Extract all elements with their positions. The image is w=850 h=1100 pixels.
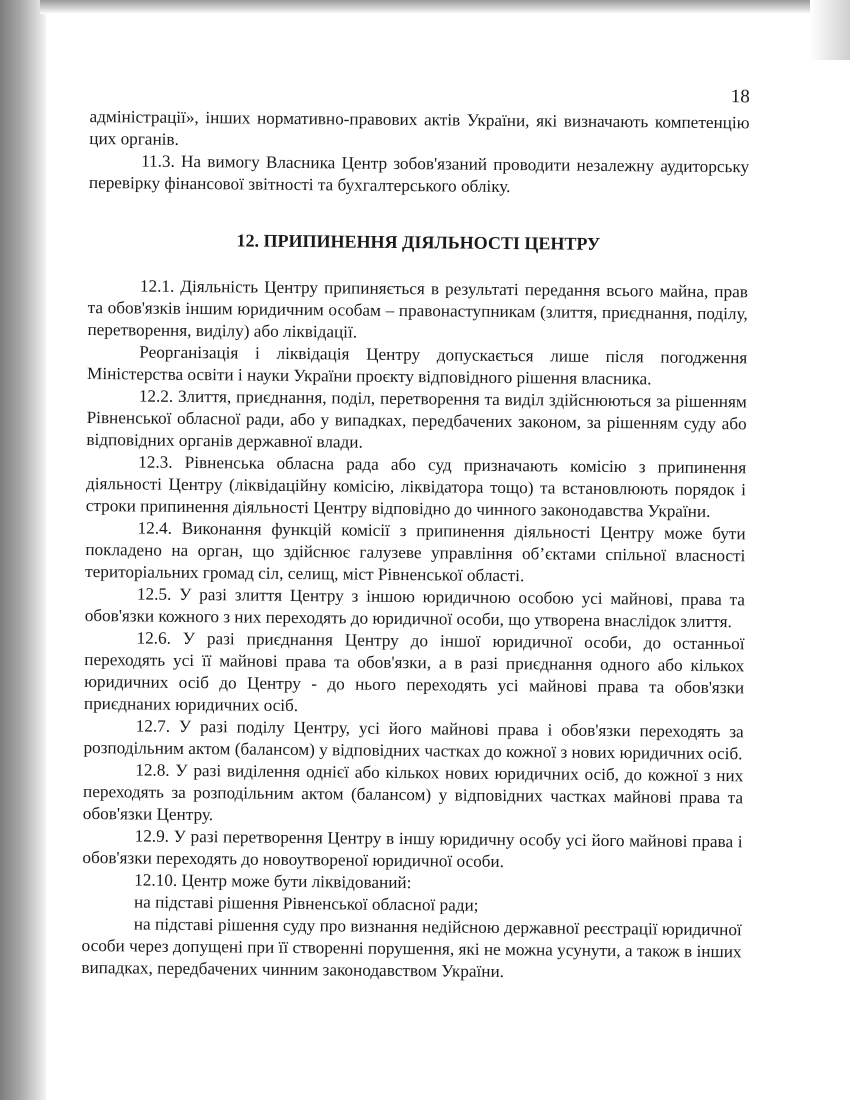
scan-shadow-right xyxy=(810,0,850,60)
paragraph-12-9: 12.9. У разі перетворення Центру в іншу юридичну особу усі його майнові права і обов'язки переходять до новоутвореної юридичної особи. xyxy=(82,826,743,872)
paragraph-12-10-item-2: на підставі рішення суду про визнання недійсною державної реєстрації юридичної особи через допущені при її створенні порушення, які не можна усунути, а також в інших випадках, передбачених чинним законодавством України. xyxy=(81,914,742,982)
paragraph-12-8: 12.8. У разі виділення однієї або кількох нових юридичних осіб, до кожної з них переходять за розподільним актом (балансом) у відповідних частках майнові права та обов'язки Центру. xyxy=(82,760,744,825)
paragraph-12-3: 12.3. Рівненська обласна рада або суд призначають комісію з припинення діяльності Центру (ліквідаційну комісію, ліквідатора тощо) та встановлюють порядок і строки припинення діяльності Центру відповідно до чинного законодавства України. xyxy=(85,452,747,521)
paragraph-12-1: 12.1. Діяльність Центру припиняється в результаті передання всього майна, прав та обов'язків іншим юридичним особам – правонаступникам (злиття, приєднання, поділу, перетворення, виділу) або ліквідації. xyxy=(87,276,748,342)
paragraph-12-10: 12.10. Центр може бути ліквідований: xyxy=(134,870,412,893)
paragraph-12-10-item-1: на підставі рішення Рівненської обласної ради; xyxy=(133,892,479,915)
paragraph-12-6: 12.6. У разі приєднання Центру до іншої юридичної особи, до останньої переходять усі її майнові права та обов'язки, а в разі приєднання одного або кількох юридичних осіб до Центру - до нього переходять усі майнові права та обов'язки приєднаних юридичних осіб. xyxy=(83,628,745,716)
scan-shadow-top xyxy=(40,0,850,14)
paragraph-12-4: 12.4. Виконання функцій комісії з припинення діяльності Центру може бути покладено на орган, що здійснює галузеве управління об’єктами спільної власності територіальних громад сіл, селищ, міст Рівненської області. xyxy=(85,518,746,586)
paragraph-continuation: адміністрації», інших нормативно-правових актів України, які визначають компетенцію цих органів. xyxy=(89,106,750,149)
paragraph-12-2: 12.2. Злиття, приєднання, поділ, перетворення та виділ здійснюються за рішенням Рівненської обласної ради, або у випадках, передбачених законом, за рішенням суду або відповідних органів державної влади. xyxy=(86,386,747,452)
paragraph-reorganization: Реорганізація і ліквідація Центру допускається лише після погодження Міністерства освіти і науки України проєкту відповідного рішення власника. xyxy=(86,342,748,389)
paragraph-12-5: 12.5. У разі злиття Центру з іншою юридичною особою усі майнові, права та обов'язки кожного з них переходять до юридичної особи, що утворена внаслідок злиття. xyxy=(84,584,746,632)
paragraph-11-3: 11.3. На вимогу Власника Центр зобов'язаний проводити незалежну аудиторську перевірку фінансової звітності та бухгалтерського обліку. xyxy=(88,151,750,197)
section-body xyxy=(81,275,748,985)
page-number: 18 xyxy=(730,86,750,108)
top-text-block xyxy=(89,106,750,200)
paragraph-12-7: 12.7. У разі поділу Центру, усі його майнові права і обов'язки переходять за розподільним актом (балансом) у відповідних частках до кожної з нових юридичних осіб. xyxy=(83,716,744,764)
section-heading: 12. ПРИПИНЕННЯ ДІЯЛЬНОСТІ ЦЕНТРУ xyxy=(236,230,601,254)
scan-shadow-left xyxy=(0,0,46,1100)
document-page xyxy=(81,70,750,982)
